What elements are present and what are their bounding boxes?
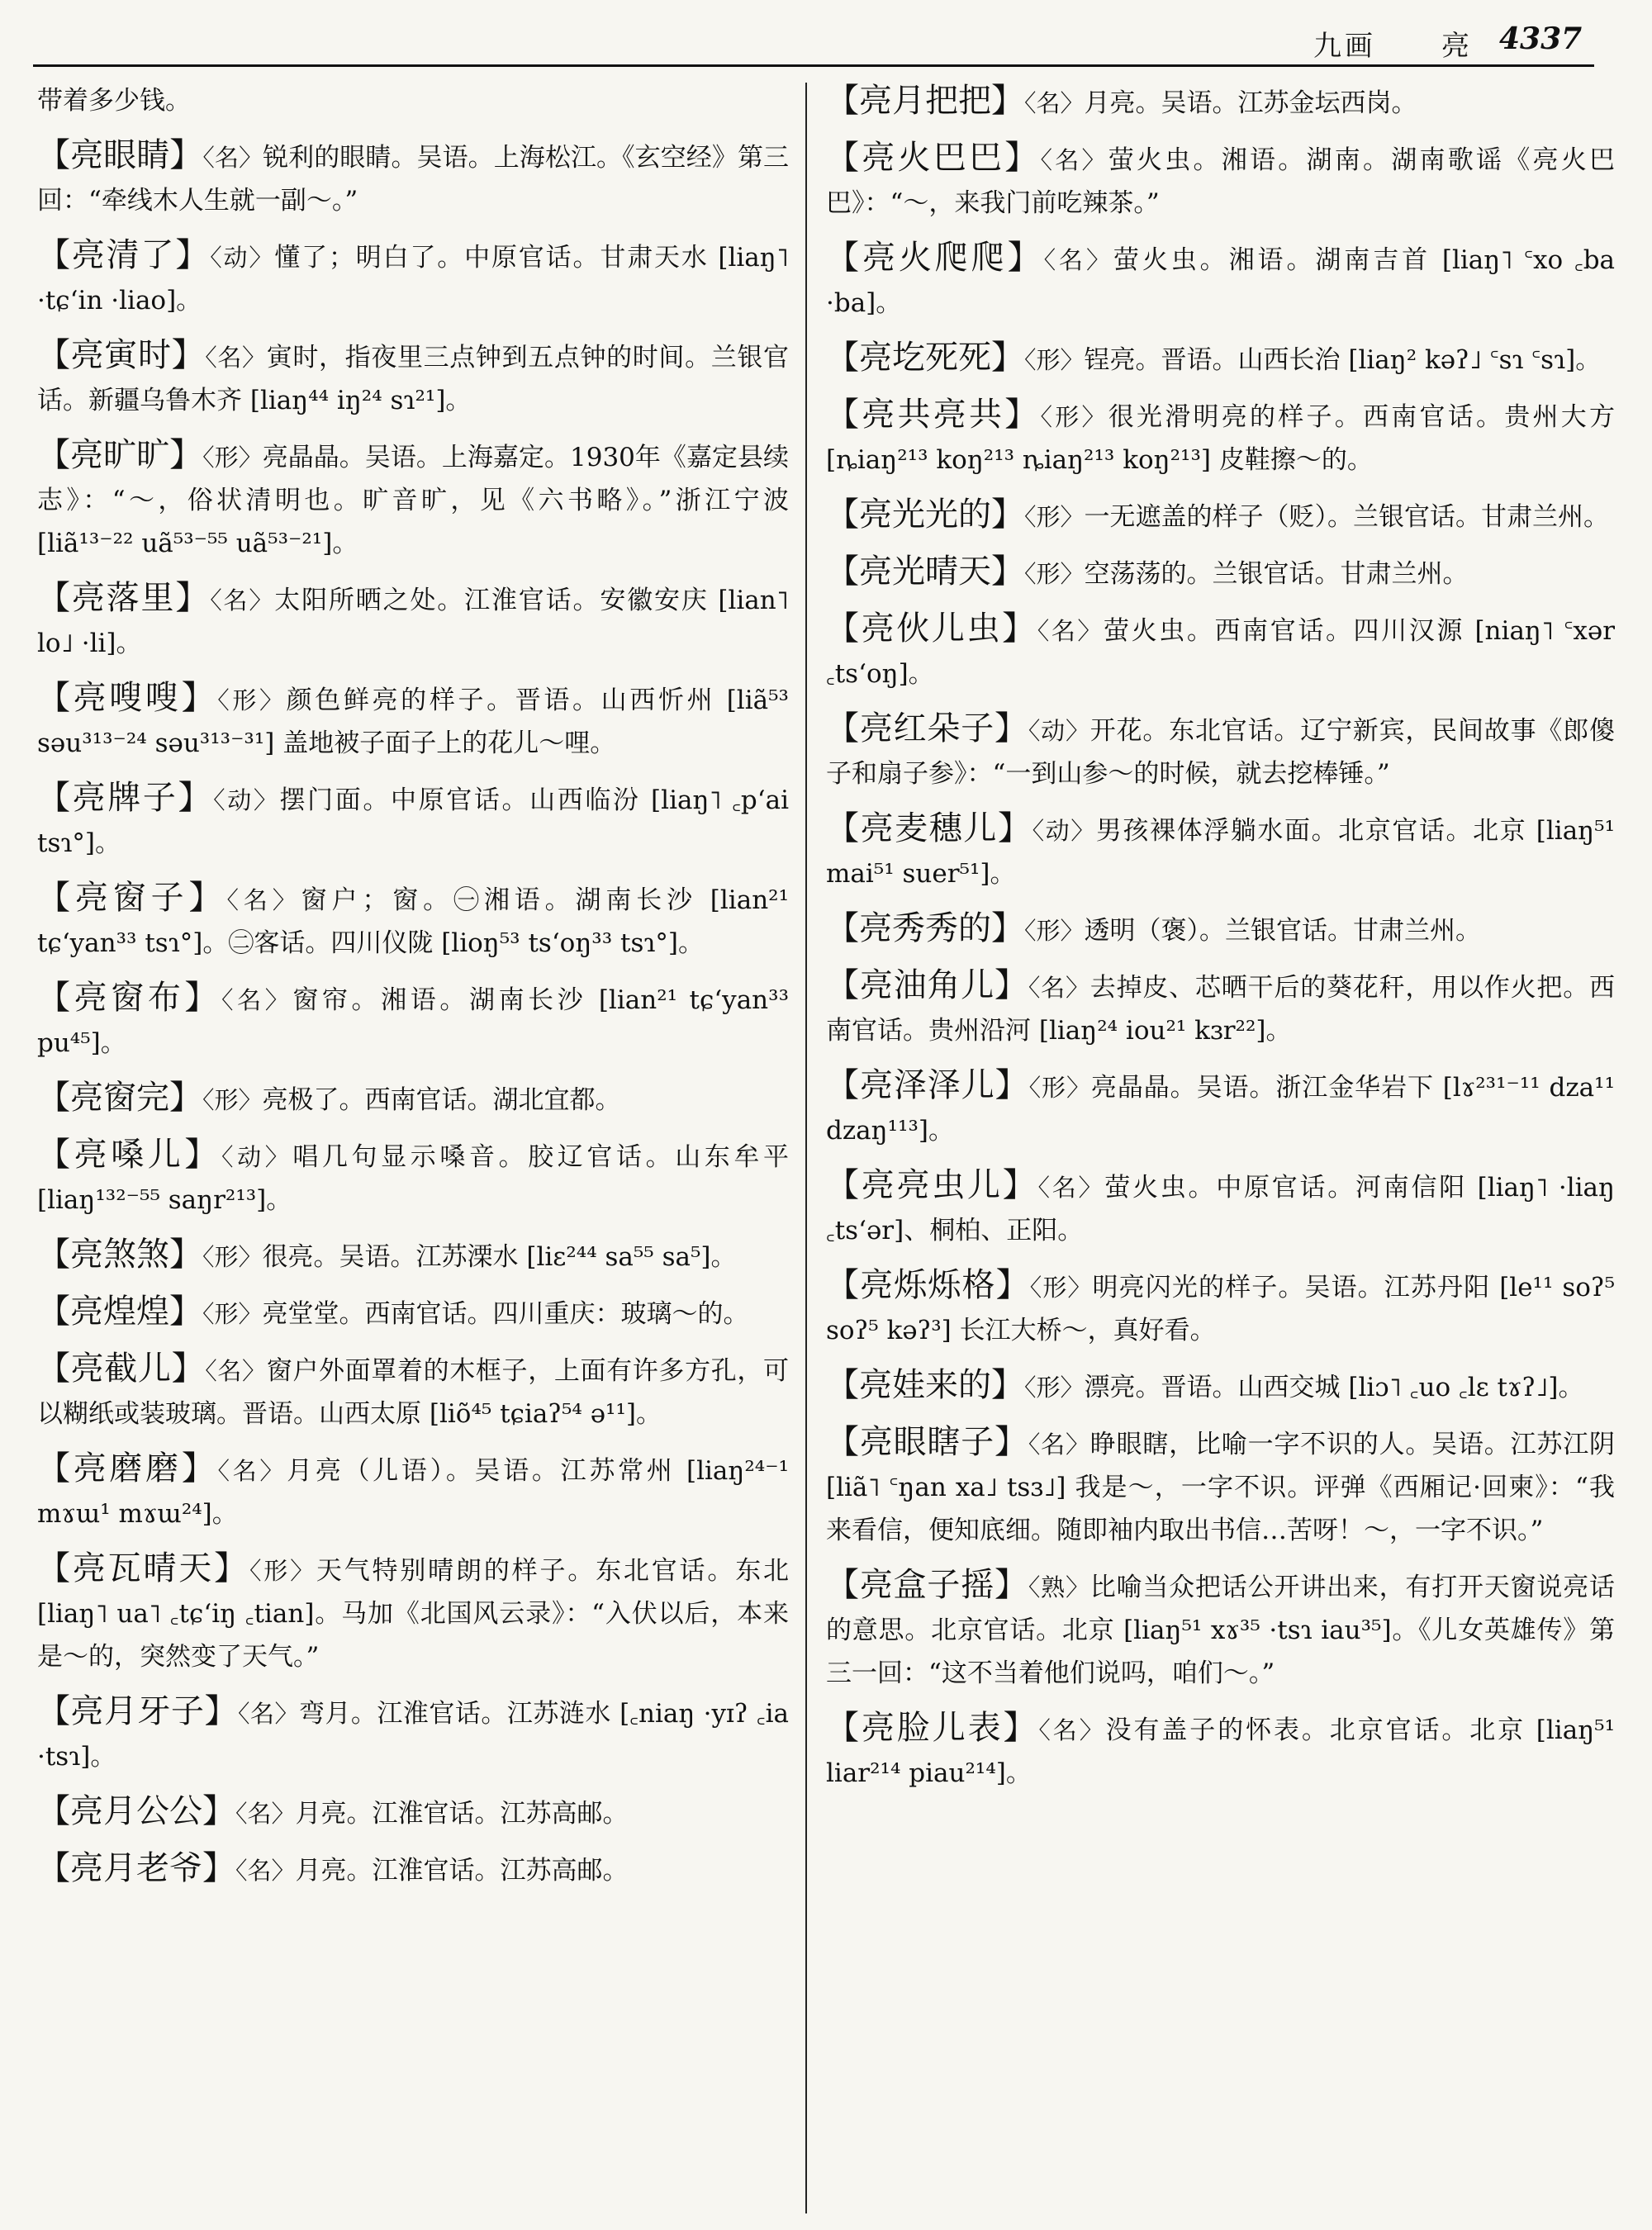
part-of-speech: 〈形〉 [217,686,287,714]
part-of-speech: 〈形〉 [202,1300,263,1328]
close-bracket: 】 [995,1566,1028,1604]
close-bracket: 】 [1004,396,1041,434]
part-of-speech: 〈动〉 [1032,817,1096,845]
open-bracket: 【 [37,879,75,917]
section-label: 九画 [1313,30,1376,63]
left-column [37,79,789,2218]
dictionary-entry [826,1064,1615,1152]
dictionary-entry [826,136,1615,225]
open-bracket: 【 [826,239,862,277]
part-of-speech: 〈名〉 [226,886,301,914]
open-bracket: 【 [826,709,860,747]
dictionary-entry [826,550,1615,595]
part-of-speech: 〈名〉 [1028,1431,1090,1459]
entry-headword: 亮亮虫儿 [861,1166,1003,1204]
part-of-speech: 〈动〉 [210,244,275,272]
entry-headword: 亮寅时 [70,336,172,374]
dictionary-entry [37,976,789,1065]
entry-headword: 亮月把把 [859,82,991,120]
part-of-speech: 〈形〉 [1040,403,1108,431]
entry-headword: 亮清了 [71,236,176,274]
entry-headword: 亮共亮共 [862,396,1005,434]
part-of-speech: 〈名〉 [235,1800,296,1828]
entry-definition: 亮晶晶。吴语。浙江金华岩下 [lɤ²³¹⁻¹¹ dza¹¹ dzaŋ¹¹³]。 [826,1073,1615,1146]
page-number: 4337 [1499,21,1583,56]
entry-definition: 月亮（儿语）。吴语。江苏常州 [liaŋ²⁴⁻¹ mɤɯ¹ mɤɯ²⁴]。 [37,1456,789,1529]
entry-headword: 亮落里 [71,579,176,617]
entry-definition: 太阳所晒之处。江淮官话。安徽安庆 [lian˥ lo˩ ·li]。 [37,586,789,658]
entry-definition: 唱几句显示嗓音。胶辽官话。山东牟平 [liaŋ¹³²⁻⁵⁵ saŋr²¹³]。 [37,1142,789,1215]
part-of-speech: 〈名〉 [1040,146,1108,174]
entry-definition: 天气特别晴朗的样子。东北官话。东北 [liaŋ˥ ua˥ ꜀tɕ‘iŋ ꜀tian]。马加《北国风云录》：“入伏以后，本来是～的，突然变了天气。” [37,1556,789,1672]
part-of-speech: 〈熟〉 [1028,1573,1090,1601]
close-bracket: 】 [171,1350,206,1388]
entry-definition: 萤火虫。湘语。湖南吉首 [liaŋ˥ ꜂xo ꜀ba ·ba]。 [826,245,1615,318]
dictionary-entry [826,807,1615,895]
entry-headword: 亮嗓儿 [74,1136,185,1174]
entry-headword: 亮娃来的 [859,1366,991,1404]
part-of-speech: 〈动〉 [213,786,280,814]
open-bracket: 【 [826,1166,862,1204]
part-of-speech: 〈动〉 [1028,717,1090,745]
dictionary-entry [826,493,1615,539]
entry-headword: 亮火爬爬 [862,239,1008,277]
close-bracket: 】 [175,236,211,274]
entry-definition: 亮晶晶。吴语。上海嘉定。1930年《嘉定县续志》：“～，俗状清明也。旷音旷，见《六书略》。”浙江宁波 [liã¹³⁻²² uã⁵³⁻⁵⁵ uã⁵³⁻²¹]。 [37,443,789,558]
open-bracket: 【 [37,1079,70,1117]
entry-headword: 亮油角儿 [859,966,995,1004]
part-of-speech: 〈名〉 [1037,617,1104,645]
open-bracket: 【 [37,1293,70,1331]
entry-definition: 空荡荡的。兰银官话。甘肃兰州。 [1084,559,1469,589]
entry-headword: 亮脸儿表 [861,1709,1004,1747]
left-entry-list [37,134,789,1892]
open-bracket: 【 [826,909,859,947]
entry-definition: 很光滑明亮的样子。西南官话。贵州大方 [ȵiaŋ²¹³ koŋ²¹³ ȵiaŋ²¹³ koŋ²¹³] 皮鞋擦～的。 [826,402,1615,475]
dictionary-entry [37,334,789,422]
entry-headword: 亮旷旷 [70,436,170,474]
dictionary-entry [37,776,789,865]
dictionary-entry [826,1421,1615,1552]
close-bracket: 】 [204,1692,238,1730]
entry-headword: 亮麦穗儿 [860,809,998,847]
close-bracket: 】 [991,1366,1024,1404]
entry-headword: 亮煞煞 [70,1236,169,1274]
entry-headword: 亮伙儿虫 [861,610,1003,648]
open-bracket: 【 [826,1423,860,1461]
dictionary-entry [826,1364,1615,1409]
close-bracket: 】 [184,979,222,1017]
entry-headword: 亮窗布 [74,979,185,1017]
close-bracket: 】 [202,1849,235,1887]
part-of-speech: 〈动〉 [221,1143,293,1171]
right-entry-list [826,79,1615,1795]
entry-definition: 月亮。江淮官话。江苏高邮。 [295,1856,629,1886]
entry-headword: 亮瓦晴天 [72,1549,215,1587]
open-bracket: 【 [37,1849,70,1887]
dictionary-entry [37,1290,789,1336]
entry-headword: 亮圪死死 [859,339,991,377]
close-bracket: 】 [991,553,1024,591]
dictionary-entry [826,236,1615,325]
dictionary-entry [37,1547,789,1678]
open-bracket: 【 [37,779,73,817]
part-of-speech: 〈名〉 [205,1357,267,1385]
open-bracket: 【 [826,82,859,120]
part-of-speech: 〈名〉 [237,1700,299,1728]
entry-definition: 窗户；窗。㊀湘语。湖南长沙 [lian²¹ tɕ‘yan³³ tsɿ°]。㊁客话。四川仪陇 [lioŋ⁵³ ts‘oŋ³³ tsɿ°]。 [37,885,789,958]
close-bracket: 】 [214,1549,249,1587]
open-bracket: 【 [826,1709,862,1747]
part-of-speech: 〈形〉 [202,1086,263,1114]
dictionary-entry [37,1347,789,1435]
running-headword: 亮 [1441,30,1469,63]
open-bracket: 【 [826,610,862,648]
entry-definition: 萤火虫。湘语。湖南。湖南歌谣《亮火巴巴》：“～，来我门前吃辣茶。” [826,145,1615,218]
close-bracket: 】 [188,879,227,917]
part-of-speech: 〈名〉 [1037,1174,1105,1202]
dictionary-entry [37,1233,789,1279]
dictionary-entry [826,707,1615,795]
dictionary-entry [826,79,1615,125]
open-bracket: 【 [37,236,72,274]
part-of-speech: 〈形〉 [202,1243,263,1271]
entry-headword: 亮眼瞎子 [859,1423,995,1461]
close-bracket: 】 [1002,610,1037,648]
dictionary-entry [37,1076,789,1122]
entry-headword: 亮秀秀的 [859,909,991,947]
entry-headword: 亮截儿 [70,1350,172,1388]
open-bracket: 【 [37,436,71,474]
dictionary-entry [826,393,1615,482]
close-bracket: 】 [169,1293,202,1331]
open-bracket: 【 [826,139,862,177]
entry-definition: 锃亮。晋语。山西长治 [liaŋ² kəʔ˩ ꜂sɿ ꜂sɿ]。 [1084,345,1602,375]
entry-definition: 窗户外面罩着的木框子，上面有许多方孔，可以糊纸或装玻璃。晋语。山西太原 [liõ⁴⁵ tɕiaʔ⁵⁴ ə¹¹]。 [37,1356,789,1429]
entry-definition: 开花。东北官话。辽宁新宾，民间故事《郎傻子和扇子参》：“一到山参～的时候，就去挖棒锤。” [826,716,1615,789]
part-of-speech: 〈形〉 [249,1557,316,1585]
close-bracket: 】 [1007,239,1044,277]
open-bracket: 【 [826,1066,860,1104]
entry-definition: 颜色鲜亮的样子。晋语。山西忻州 [liã⁵³ səu³¹³⁻²⁴ səu³¹³⁻³¹] 盖地被子面子上的花儿～哩。 [37,686,789,758]
entry-headword: 亮火巴巴 [862,139,1005,177]
close-bracket: 】 [181,679,218,717]
open-bracket: 【 [826,396,862,434]
entry-definition: 窗帘。湘语。湖南长沙 [lian²¹ tɕ‘yan³³ pu⁴⁵]。 [37,985,789,1058]
entry-definition: 月亮。江淮官话。江苏高邮。 [295,1799,629,1829]
entry-headword: 亮煌煌 [70,1293,169,1331]
entry-definition: 漂亮。晋语。山西交城 [liɔ˥ ꜀uo ꜀lɛ tɤʔ˩]。 [1084,1373,1584,1402]
close-bracket: 】 [991,82,1024,120]
close-bracket: 】 [997,809,1032,847]
entry-headword: 亮红朵子 [859,709,995,747]
entry-headword: 亮窗完 [70,1079,169,1117]
entry-definition: 透明（褒）。兰银官话。甘肃兰州。 [1084,916,1482,946]
entry-definition: 睁眼瞎，比喻一字不识的人。吴语。江苏江阴 [liã˥ ꜂ŋan xa˩ tsɜ˩] 我是～，一字不识。评弹《西厢记·回柬》：“我来看信，便知底细。随即袖内取出书信…苦呀！～，一字不识。” [826,1430,1615,1545]
entry-definition: 亮极了。西南官话。湖北宜都。 [262,1085,621,1115]
entry-headword: 亮盒子摇 [859,1566,995,1604]
open-bracket: 【 [826,553,859,591]
entry-headword: 亮月牙子 [70,1692,205,1730]
open-bracket: 【 [37,1236,70,1274]
part-of-speech: 〈名〉 [1043,246,1113,274]
part-of-speech: 〈名〉 [210,586,275,614]
entry-headword: 亮光光的 [859,496,991,534]
open-bracket: 【 [826,809,861,847]
entry-headword: 亮磨磨 [73,1450,182,1487]
open-bracket: 【 [37,1692,71,1730]
dictionary-entry [37,434,789,565]
page-header [0,0,1652,73]
entry-headword: 亮月老爷 [70,1849,202,1887]
part-of-speech: 〈形〉 [1028,1074,1091,1102]
part-of-speech: 〈形〉 [1024,560,1085,588]
right-column [826,79,1615,2218]
open-bracket: 【 [826,339,859,377]
dictionary-entry [37,576,789,665]
open-bracket: 【 [37,1450,74,1487]
entry-definition: 亮堂堂。西南官话。四川重庆：玻璃～的。 [262,1299,749,1329]
part-of-speech: 〈形〉 [1024,503,1085,531]
open-bracket: 【 [37,579,72,617]
close-bracket: 】 [181,1450,218,1487]
entry-definition: 比喻当众把话公开讲出来，有打开天窗说亮话的意思。北京官话。北京 [liaŋ⁵¹ xɤ³⁵ ·tsɿ iau³⁵]。《儿女英雄传》第三一回：“这不当着他们说吗，咱们～。” [826,1573,1615,1688]
dictionary-entry [826,964,1615,1052]
entry-headword: 亮月公公 [70,1792,202,1830]
entry-definition: 萤火虫。西南官话。四川汉源 [niaŋ˥ ꜂xər ꜀ts‘oŋ]。 [826,616,1615,689]
dictionary-entry [37,134,789,222]
entry-definition: 没有盖子的怀表。北京官话。北京 [liaŋ⁵¹ liar²¹⁴ piau²¹⁴]。 [826,1715,1615,1788]
close-bracket: 】 [995,1423,1028,1461]
open-bracket: 【 [37,1136,74,1174]
entry-definition: 寅时，指夜里三点钟到五点钟的时间。兰银官话。新疆乌鲁木齐 [liaŋ⁴⁴ iŋ²⁴ sɿ²¹]。 [37,343,789,415]
entry-definition: 男孩裸体浮躺水面。北京官话。北京 [liaŋ⁵¹ mai⁵¹ suer⁵¹]。 [826,816,1615,889]
close-bracket: 】 [995,1066,1029,1104]
entry-headword: 亮泽泽儿 [859,1066,995,1104]
open-bracket: 【 [826,1566,860,1604]
open-bracket: 【 [826,1366,859,1404]
entry-headword: 亮窗子 [74,879,189,917]
open-bracket: 【 [37,1549,73,1587]
close-bracket: 】 [169,136,203,174]
close-bracket: 】 [184,1136,222,1174]
close-bracket: 】 [169,1236,202,1274]
close-bracket: 】 [169,436,203,474]
close-bracket: 】 [995,966,1028,1004]
entry-headword: 亮光晴天 [859,553,991,591]
entry-definition: 明亮闪光的样子。吴语。江苏丹阳 [le¹¹ soʔ⁵ soʔ⁵ kəʔ³] 长江大桥～，真好看。 [826,1273,1615,1345]
entry-definition: 懂了；明白了。中原官话。甘肃天水 [liaŋ˥ ·tɕ‘in ·liao]。 [37,243,789,316]
part-of-speech: 〈名〉 [1024,89,1085,117]
dictionary-entry [826,1706,1615,1795]
close-bracket: 】 [1003,1709,1039,1747]
part-of-speech: 〈名〉 [1028,974,1090,1002]
close-bracket: 】 [169,1079,202,1117]
dictionary-entry [37,234,789,322]
close-bracket: 】 [1002,1166,1038,1204]
entry-definition: 摆门面。中原官话。山西临汾 [liaŋ˥ ꜀p‘ai tsɿ°]。 [37,785,789,858]
part-of-speech: 〈名〉 [235,1857,296,1885]
entry-headword: 亮烁烁格 [860,1266,996,1304]
column-divider [805,83,807,2213]
open-bracket: 【 [37,679,74,717]
close-bracket: 】 [175,579,211,617]
open-bracket: 【 [826,1266,861,1304]
dictionary-entry [826,607,1615,695]
entry-definition: 月亮。吴语。江苏金坛西岗。 [1084,88,1417,118]
entry-definition: 萤火虫。中原官话。河南信阳 [liaŋ˥ ·liaŋ ꜀ts‘ər]、桐柏、正阳。 [826,1173,1615,1245]
close-bracket: 】 [991,339,1024,377]
dictionary-entry [826,907,1615,952]
entry-headword: 亮牌子 [72,779,178,817]
close-bracket: 】 [991,496,1024,534]
part-of-speech: 〈形〉 [1024,346,1085,374]
entry-headword: 亮眼睛 [70,136,170,174]
dictionary-entry [826,1264,1615,1352]
dictionary-entry [37,876,789,965]
dictionary-entry [37,1133,789,1222]
dictionary-entry [37,1790,789,1835]
close-bracket: 】 [995,1266,1030,1304]
open-bracket: 【 [37,1792,70,1830]
entry-definition: 很亮。吴语。江苏溧水 [liɛ²⁴⁴ sa⁵⁵ sa⁵]。 [262,1242,737,1272]
part-of-speech: 〈名〉 [205,344,267,372]
close-bracket: 】 [995,709,1028,747]
dictionary-entry [826,1164,1615,1252]
header-rule [33,64,1594,67]
close-bracket: 】 [991,909,1024,947]
part-of-speech: 〈名〉 [221,986,293,1014]
part-of-speech: 〈形〉 [1024,1374,1085,1402]
dictionary-entry [37,1447,789,1535]
entry-definition: 去掉皮、芯晒干后的葵花秆，用以作火把。西南官话。贵州沿河 [liaŋ²⁴ iou²¹ kɜr²²]。 [826,973,1615,1046]
entry-headword: 亮嗖嗖 [73,679,182,717]
part-of-speech: 〈名〉 [217,1457,287,1485]
dictionary-entry [826,1563,1615,1695]
dictionary-entry [37,1690,789,1778]
part-of-speech: 〈名〉 [1038,1716,1106,1744]
part-of-speech: 〈形〉 [1029,1274,1093,1302]
open-bracket: 【 [37,979,74,1017]
dictionary-entry [826,336,1615,382]
dictionary-entry [37,1847,789,1892]
close-bracket: 】 [1004,139,1041,177]
open-bracket: 【 [826,966,860,1004]
entry-definition: 弯月。江淮官话。江苏涟水 [꜀niaŋ ·yɪʔ ꜀ia ·tsɿ]。 [37,1699,789,1772]
close-bracket: 】 [171,336,206,374]
continuation-text: 带着多少钱。 [37,86,191,116]
close-bracket: 】 [178,779,214,817]
close-bracket: 】 [202,1792,235,1830]
part-of-speech: 〈形〉 [1024,917,1085,945]
open-bracket: 【 [37,336,71,374]
dictionary-entry [37,676,789,765]
open-bracket: 【 [826,496,859,534]
part-of-speech: 〈形〉 [202,444,263,472]
part-of-speech: 〈名〉 [202,144,263,172]
entry-definition: 锐利的眼睛。吴语。上海松江。《玄空经》第三回：“牵线木人生就一副～。” [37,143,789,216]
open-bracket: 【 [37,1350,71,1388]
open-bracket: 【 [37,136,71,174]
entry-definition: 一无遮盖的样子（贬）。兰银官话。甘肃兰州。 [1084,502,1610,532]
